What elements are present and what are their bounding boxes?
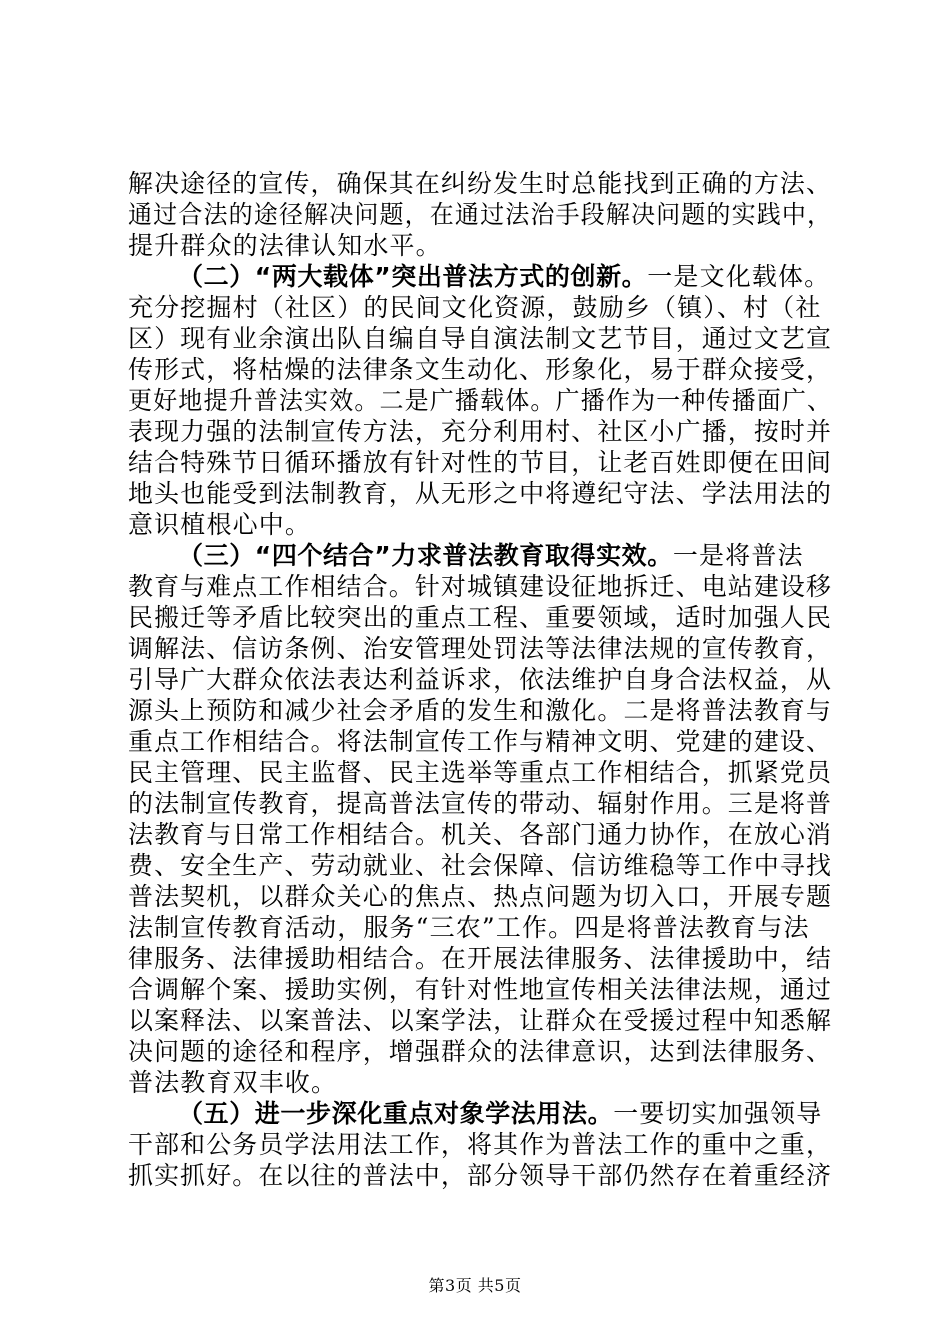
body-line: 结合特殊节日循环播放有针对性的节目，让老百姓即便在田间 bbox=[128, 448, 833, 477]
body-line: 更好地提升普法实效。二是广播载体。广播作为一种传播面广、 bbox=[128, 386, 833, 415]
section-heading: （二）“两大载体”突出普法方式的创新。 bbox=[178, 262, 648, 291]
body-line: 合调解个案、援助实例，有针对性地宣传相关法律法规，通过 bbox=[128, 975, 833, 1004]
section-heading-line bbox=[128, 261, 832, 292]
body-line: 普法契机，以群众关心的焦点、热点问题为切入口，开展专题 bbox=[128, 882, 833, 911]
section-heading: （五）进一步深化重点对象学法用法。 bbox=[178, 1099, 614, 1128]
body-line: 法教育与日常工作相结合。机关、各部门通力协作，在放心消 bbox=[128, 820, 833, 849]
body-line: 区）现有业余演出队自编自导自演法制文艺节目，通过文艺宣 bbox=[128, 324, 833, 353]
body-line: 表现力强的法制宣传方法，充分利用村、社区小广播，按时并 bbox=[128, 417, 833, 446]
body-line: 法制宣传教育活动，服务“三农”工作。四是将普法教育与法 bbox=[128, 913, 810, 942]
section-heading: （三）“四个结合”力求普法教育取得实效。 bbox=[178, 541, 673, 570]
body-line: 干部和公务员学法用法工作，将其作为普法工作的重中之重， bbox=[128, 1130, 833, 1159]
body-line: 传形式，将枯燥的法律条文生动化、形象化，易于群众接受， bbox=[128, 355, 833, 384]
body-line: 民主管理、民主监督、民主选举等重点工作相结合，抓紧党员 bbox=[128, 758, 833, 787]
body-line: 抓实抓好。在以往的普法中，部分领导干部仍然存在着重经济 bbox=[128, 1161, 833, 1190]
document-body bbox=[128, 168, 832, 1191]
section-heading-line bbox=[128, 540, 832, 571]
body-line: 充分挖掘村（社区）的民间文化资源，鼓励乡（镇）、村（社 bbox=[128, 293, 822, 322]
body-line: 民搬迁等矛盾比较突出的重点工程、重要领域，适时加强人民 bbox=[128, 603, 833, 632]
body-line: 引导广大群众依法表达利益诉求，依法维护自身合法权益，从 bbox=[128, 665, 833, 694]
body-line: 地头也能受到法制教育，从无形之中将遵纪守法、学法用法的 bbox=[128, 479, 833, 508]
body-line: 意识植根心中。 bbox=[128, 510, 312, 539]
body-line: 普法教育双丰收。 bbox=[128, 1068, 338, 1097]
body-line: 源头上预防和减少社会矛盾的发生和激化。二是将普法教育与 bbox=[128, 696, 833, 725]
body-line: 费、安全生产、劳动就业、社会保障、信访维稳等工作中寻找 bbox=[128, 851, 833, 880]
body-line: 重点工作相结合。将法制宣传工作与精神文明、党建的建设、 bbox=[128, 727, 833, 756]
body-line: 调解法、信访条例、治安管理处罚法等法律法规的宣传教育， bbox=[128, 634, 833, 663]
section-heading-continuation: 一是文化载体。 bbox=[647, 262, 831, 291]
body-line: 以案释法、以案普法、以案学法，让群众在受援过程中知悉解 bbox=[128, 1006, 833, 1035]
body-line: 提升群众的法律认知水平。 bbox=[128, 231, 442, 260]
page-number-footer: 第3页 共5页 bbox=[428, 1276, 522, 1295]
section-heading-continuation: 一要切实加强领导 bbox=[613, 1099, 823, 1128]
body-line: 律服务、法律援助相结合。在开展法律服务、法律援助中，结 bbox=[128, 944, 833, 973]
body-line: 的法制宣传教育，提高普法宣传的带动、辐射作用。三是将普 bbox=[128, 789, 833, 818]
body-line: 通过合法的途径解决问题，在通过法治手段解决问题的实践中， bbox=[128, 200, 833, 229]
section-heading-continuation: 一是将普法 bbox=[672, 541, 804, 570]
section-heading-line bbox=[128, 1098, 832, 1129]
body-line: 解决途径的宣传，确保其在纠纷发生时总能找到正确的方法、 bbox=[128, 169, 833, 198]
body-line: 教育与难点工作相结合。针对城镇建设征地拆迁、电站建设移 bbox=[128, 572, 833, 601]
body-line: 决问题的途径和程序，增强群众的法律意识，达到法律服务、 bbox=[128, 1037, 833, 1066]
